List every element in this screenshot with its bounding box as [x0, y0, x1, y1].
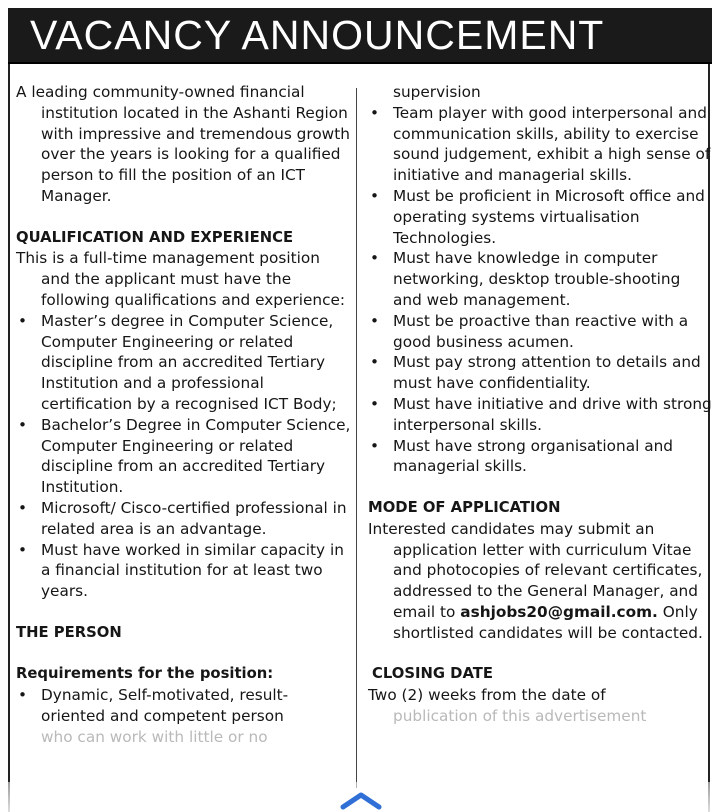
bullet-icon: •	[18, 415, 28, 434]
list-item: • Bachelor’s Degree in Computer Science, Computer Engineering or related discipline from an accredited Tertiary Institution.	[18, 415, 351, 497]
left-column	[16, 82, 352, 748]
list-item: • Dynamic, Self-motivated, result-oriented and competent person who can work with little or no	[18, 686, 289, 746]
list-item: • Must be proactive than reactive with a good business acumen.	[370, 311, 689, 351]
list-item: • Microsoft/ Cisco-certified professional in related area is an advantage.	[18, 498, 347, 538]
bullet-icon: •	[18, 540, 28, 559]
page-title: VACANCY ANNOUNCEMENT	[30, 12, 605, 58]
bullet-icon: •	[18, 498, 28, 517]
right-column	[368, 82, 712, 727]
application-heading: MODE OF APPLICATION	[368, 498, 561, 516]
column-divider	[356, 88, 357, 788]
list-item: • Team player with good interpersonal and communication skills, ability to exercise sound judgement, exhibit a high sense of initiative and managerial skills.	[370, 103, 711, 185]
bullet-icon: •	[370, 311, 380, 330]
closing-paragraph: Two (2) weeks from the date of publication of this advertisement	[368, 686, 647, 725]
bullet-icon: •	[370, 436, 380, 455]
closing-heading: CLOSING DATE	[372, 665, 493, 683]
bullet-icon: •	[370, 249, 380, 268]
announcement-header	[8, 8, 712, 64]
list-item: • Must have knowledge in computer networking, desktop trouble-shooting and web management.	[370, 249, 681, 309]
list-item: • Must be proficient in Microsoft office and operating systems virtualisation Technologies.	[370, 186, 705, 247]
requirements-list	[368, 103, 712, 477]
requirements-list-start	[16, 685, 352, 747]
faded-text: publication of this advertisement	[393, 706, 647, 725]
qualification-lead: This is a full-time management position and the applicant must have the following qualifications and experience:	[16, 249, 346, 309]
bullet-icon: •	[370, 353, 380, 372]
qualification-list	[16, 311, 352, 602]
bullet-icon: •	[370, 394, 380, 413]
qualification-heading: QUALIFICATION AND EXPERIENCE	[16, 228, 294, 246]
bullet-icon: •	[18, 311, 28, 330]
intro-paragraph: A leading community-owned financial institution located in the Ashanti Region with impressive and tremendous growth over the years is looking for a qualified person to fill the position of an ICT Manager.	[16, 83, 350, 205]
application-paragraph: Interested candidates may submit an application letter with curriculum Vitae and photocopies of relevant certificates, addressed to the General Manager, and email to ashjobs20@gmail.com. Only shortlisted candidates will be contacted.	[368, 519, 703, 642]
faded-text: who can work with little or no	[41, 727, 268, 746]
bullet-icon: •	[370, 186, 380, 205]
list-item: • Must pay strong attention to details and must have confidentiality.	[370, 353, 701, 393]
list-item: • Must have worked in similar capacity in a financial institution for at least two years.	[18, 540, 344, 601]
contact-email: ashjobs20@gmail.com.	[460, 602, 658, 621]
list-item: • Must have initiative and drive with strong interpersonal skills.	[370, 394, 712, 434]
chevron-up-icon[interactable]	[338, 790, 384, 812]
person-heading: THE PERSON	[16, 623, 122, 641]
list-item: • Must have strong organisational and managerial skills.	[370, 436, 673, 476]
requirement-continuation: supervision	[393, 83, 481, 101]
list-item: • Master’s degree in Computer Science, Computer Engineering or related discipline from an accredited Tertiary Institution and a professional certification by a recognised ICT Body;	[18, 311, 337, 413]
requirements-subheading: Requirements for the position:	[16, 665, 274, 683]
bullet-icon: •	[370, 103, 380, 122]
bullet-icon: •	[18, 686, 28, 705]
